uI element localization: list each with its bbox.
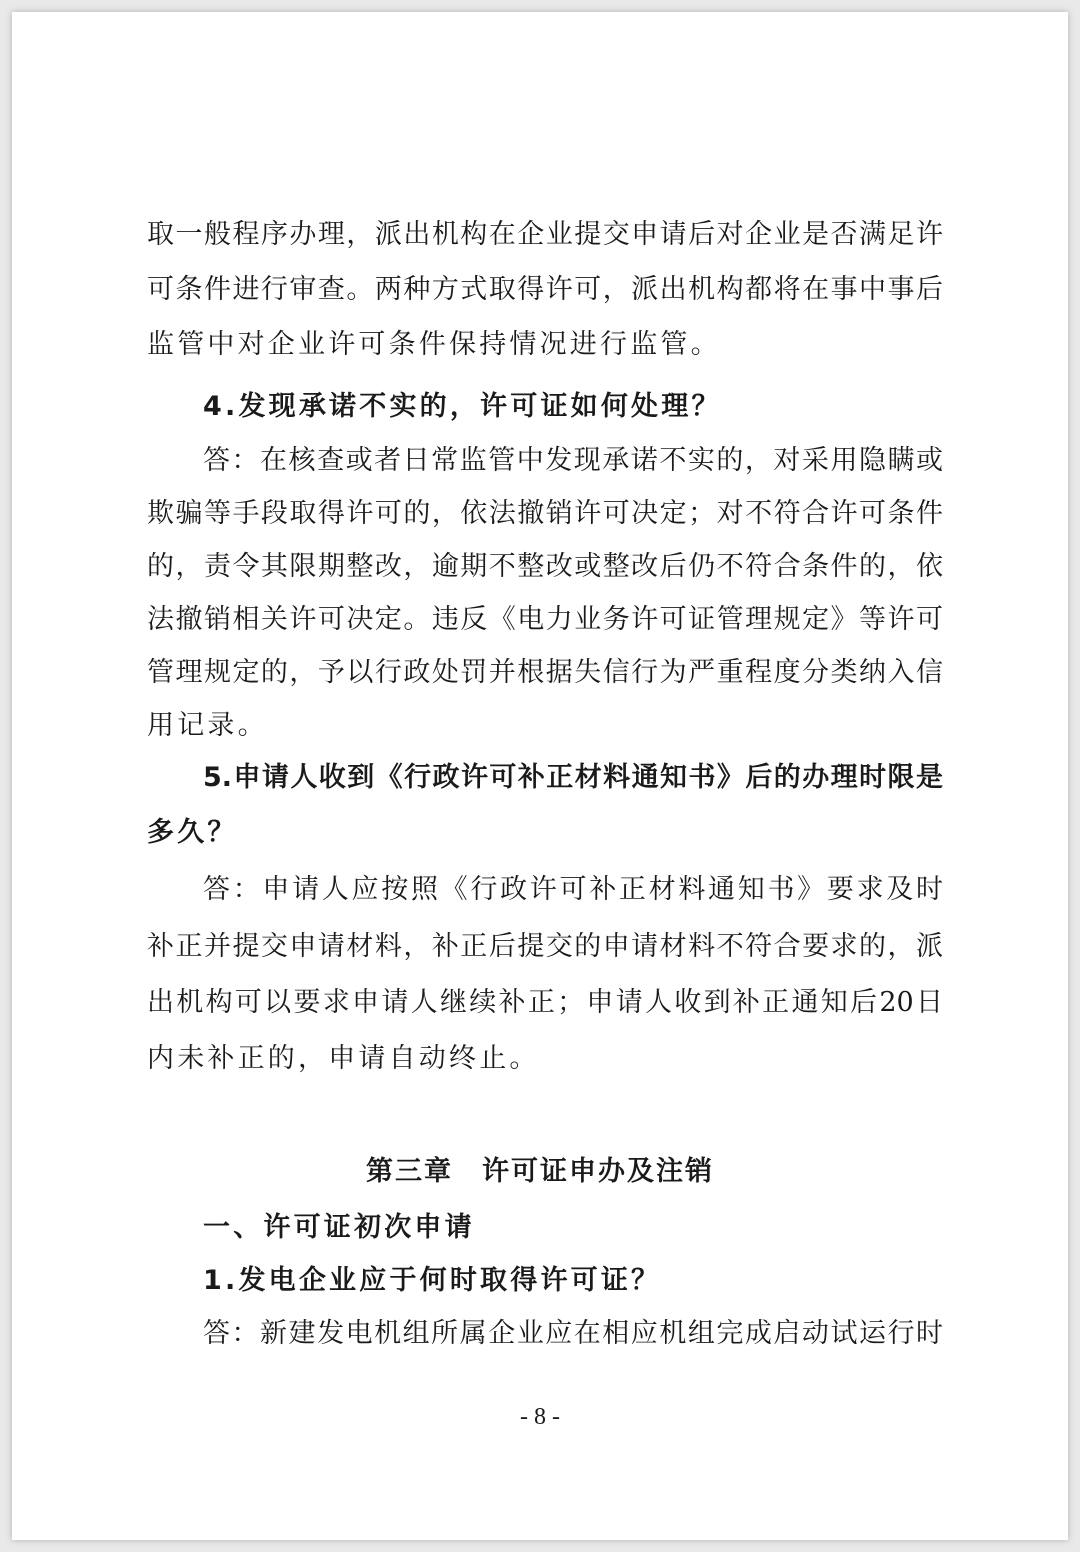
chapter-title: 第三章 许可证申办及注销	[366, 1156, 714, 1187]
question-heading-1: 1.发电企业应于何时取得许可证？	[203, 1265, 662, 1296]
answer-line: 管理规定的，予以行政处罚并根据失信行为严重程度分类纳入信	[147, 657, 943, 688]
paragraph-line: 取一般程序办理，派出机构在企业提交申请后对企业是否满足许	[147, 219, 943, 250]
answer-line: 用记录。	[147, 710, 268, 741]
answer-line: 的，责令其限期整改，逾期不整改或整改后仍不符合条件的，依	[147, 551, 943, 582]
paragraph-line: 可条件进行审查。两种方式取得许可，派出机构都将在事中事后	[147, 274, 943, 305]
answer-line: 内未补正的，申请自动终止。	[147, 1043, 540, 1074]
question-heading-4: 4.发现承诺不实的，许可证如何处理？	[203, 391, 722, 422]
answer-line: 欺骗等手段取得许可的，依法撤销许可决定；对不符合许可条件	[147, 498, 943, 529]
paragraph-line: 监管中对企业许可条件保持情况进行监管。	[147, 329, 721, 360]
question-heading-5: 5.申请人收到《行政许可补正材料通知书》后的办理时限是	[203, 762, 943, 793]
answer-line: 答：新建发电机组所属企业应在相应机组完成启动试运行时	[203, 1318, 943, 1349]
answer-line: 出机构可以要求申请人继续补正；申请人收到补正通知后20日	[147, 987, 943, 1018]
section-title: 一、许可证初次申请	[203, 1212, 475, 1243]
page-number: - 8 -	[520, 1404, 560, 1430]
answer-line: 答：申请人应按照《行政许可补正材料通知书》要求及时	[203, 874, 943, 905]
answer-line: 答：在核查或者日常监管中发现承诺不实的，对采用隐瞒或	[203, 445, 943, 476]
question-heading-5-cont: 多久？	[147, 817, 238, 848]
answer-line: 补正并提交申请材料，补正后提交的申请材料不符合要求的，派	[147, 931, 943, 962]
answer-line: 法撤销相关许可决定。违反《电力业务许可证管理规定》等许可	[147, 604, 943, 635]
